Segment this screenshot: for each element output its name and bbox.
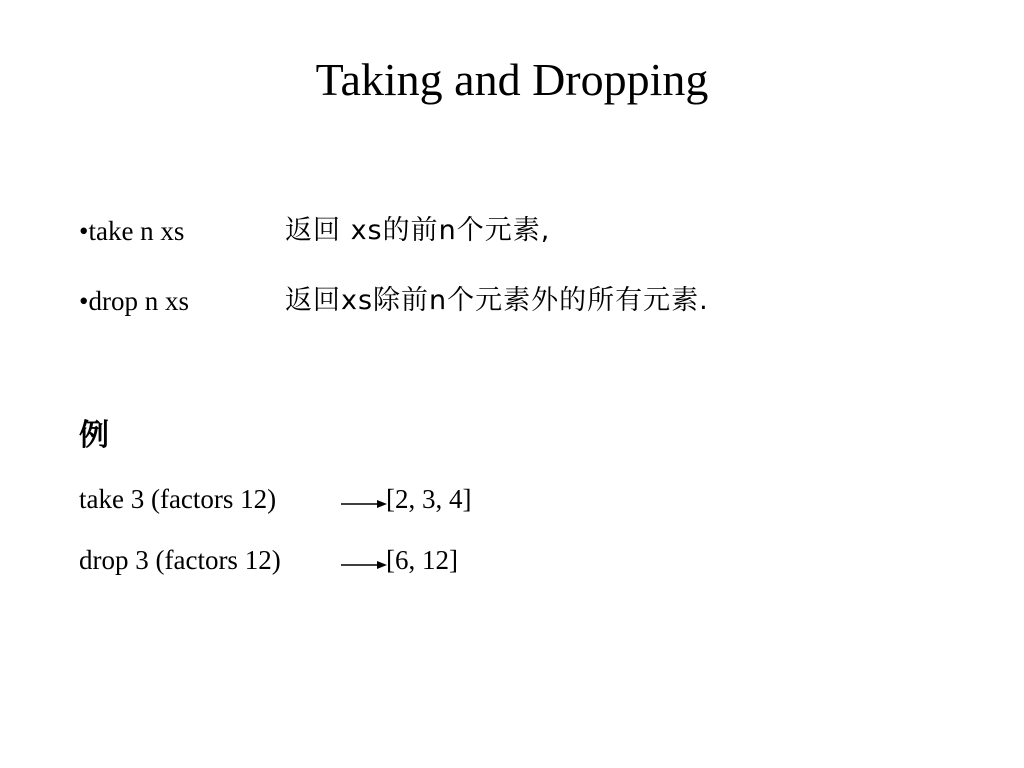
bullet-desc-take: 返回 xs的前n个元素, (285, 215, 551, 246)
bullet-take (79, 214, 551, 248)
slide-title: Taking and Dropping (315, 54, 709, 105)
bullet-drop (79, 284, 709, 318)
bullet-term-drop: •drop n xs (79, 286, 189, 316)
bullet-desc-drop: 返回xs除前n个元素外的所有元素. (285, 285, 709, 316)
bullet-term-take: •take n xs (79, 216, 185, 246)
example-drop (79, 543, 458, 577)
example-expr-drop: drop 3 (factors 12) (79, 545, 281, 575)
right-arrow-icon (341, 553, 387, 569)
example-expr-take: take 3 (factors 12) (79, 484, 277, 514)
right-arrow-icon (341, 492, 387, 508)
example-result-drop: [6, 12] (386, 545, 458, 575)
example-result-take: [2, 3, 4] (386, 484, 472, 514)
example-take (79, 482, 472, 516)
example-heading: 例 (79, 418, 109, 453)
